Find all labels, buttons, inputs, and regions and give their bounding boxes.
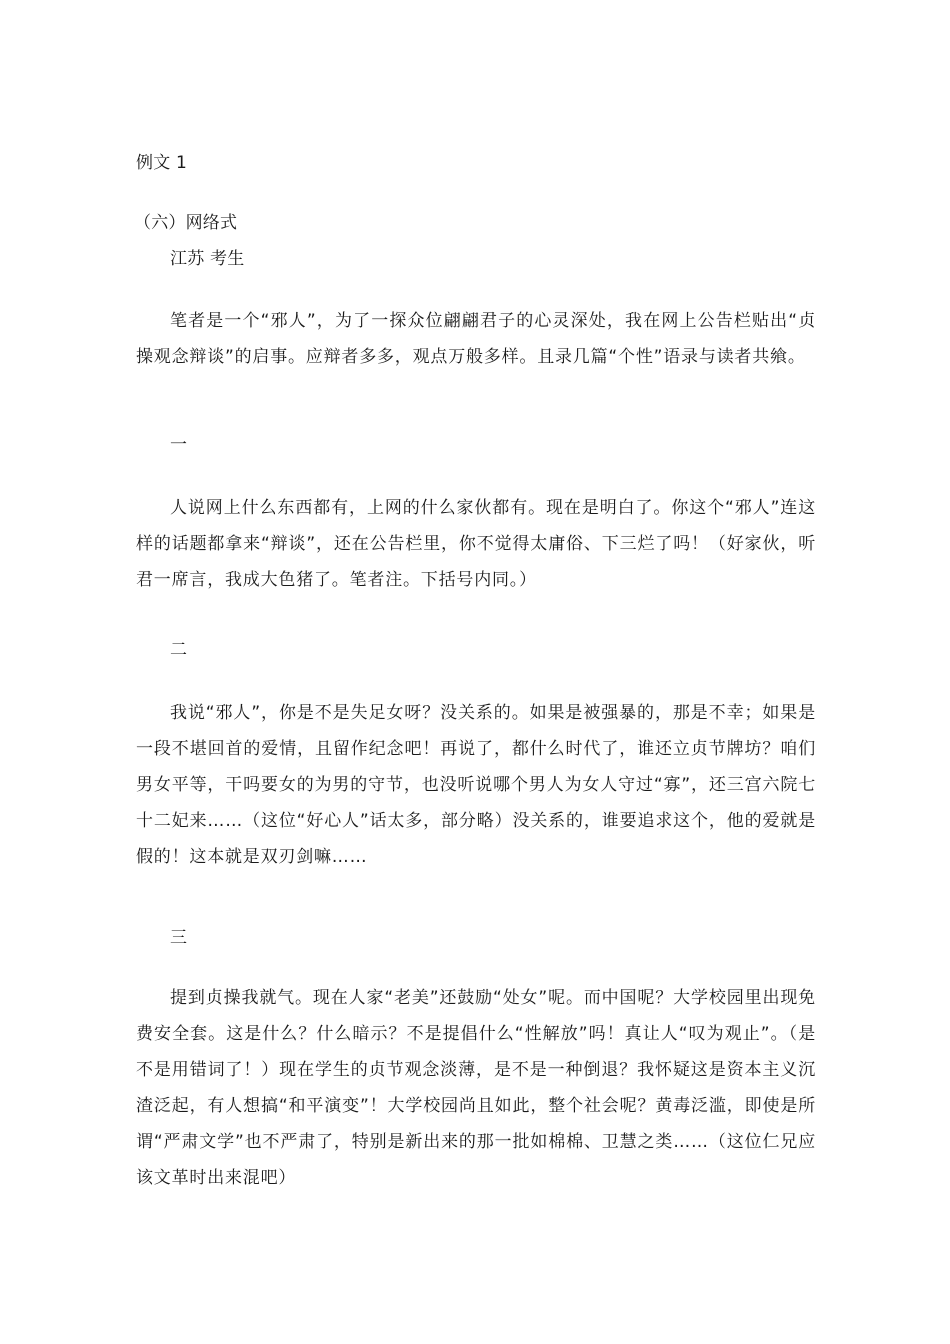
intro-paragraph: 笔者是一个“邪人”，为了一探众位翩翩君子的心灵深处，我在网上公告栏贴出“贞操观念辩谈”的启事。应辩者多多，观点万般多样。且录几篇“个性”语录与读者共飨。 bbox=[136, 311, 816, 367]
section-numeral-2: 二 bbox=[170, 640, 188, 660]
document-heading: 例文 1 bbox=[136, 153, 188, 173]
section-paragraph-3: 提到贞操我就气。现在人家“老美”还鼓励“处女”呢。而中国呢？大学校园里出现免费安全套。这是什么？什么暗示？不是提倡什么“性解放”吗！真让人“叹为观止”。（是不是用错词了！）现在学生的贞节观念淡薄，是不是一种倒退？我怀疑这是资本主义沉渣泛起，有人想搞“和平演变”！大学校园尚且如此，整个社会呢？黄毒泛滥，即使是所谓“严肃文学”也不严肃了，特别是新出来的那一批如棉棉、卫慧之类……（这位仁兄应该文革时出来混吧） bbox=[136, 988, 816, 1188]
author-line: 江苏 考生 bbox=[170, 249, 245, 269]
section-label: （六）网络式 bbox=[134, 213, 238, 233]
section-numeral-1: 一 bbox=[170, 435, 188, 455]
section-paragraph-2: 我说“邪人”，你是不是失足女呀？没关系的。如果是被强暴的，那是不幸；如果是一段不堪回首的爱情，且留作纪念吧！再说了，都什么时代了，谁还立贞节牌坊？咱们男女平等，干吗要女的为男的守节，也没听说哪个男人为女人守过“寡”，还三宫六院七十二妃来……（这位“好心人”话太多，部分略）没关系的，谁要追求这个，他的爱就是假的！这本就是双刃剑嘛…… bbox=[136, 703, 816, 867]
section-numeral-3: 三 bbox=[170, 928, 188, 948]
section-paragraph-1: 人说网上什么东西都有，上网的什么家伙都有。现在是明白了。你这个“邪人”连这样的话题都拿来“辩谈”，还在公告栏里，你不觉得太庸俗、下三烂了吗！（好家伙，听君一席言，我成大色猪了。笔者注。下括号内同。） bbox=[136, 498, 816, 590]
